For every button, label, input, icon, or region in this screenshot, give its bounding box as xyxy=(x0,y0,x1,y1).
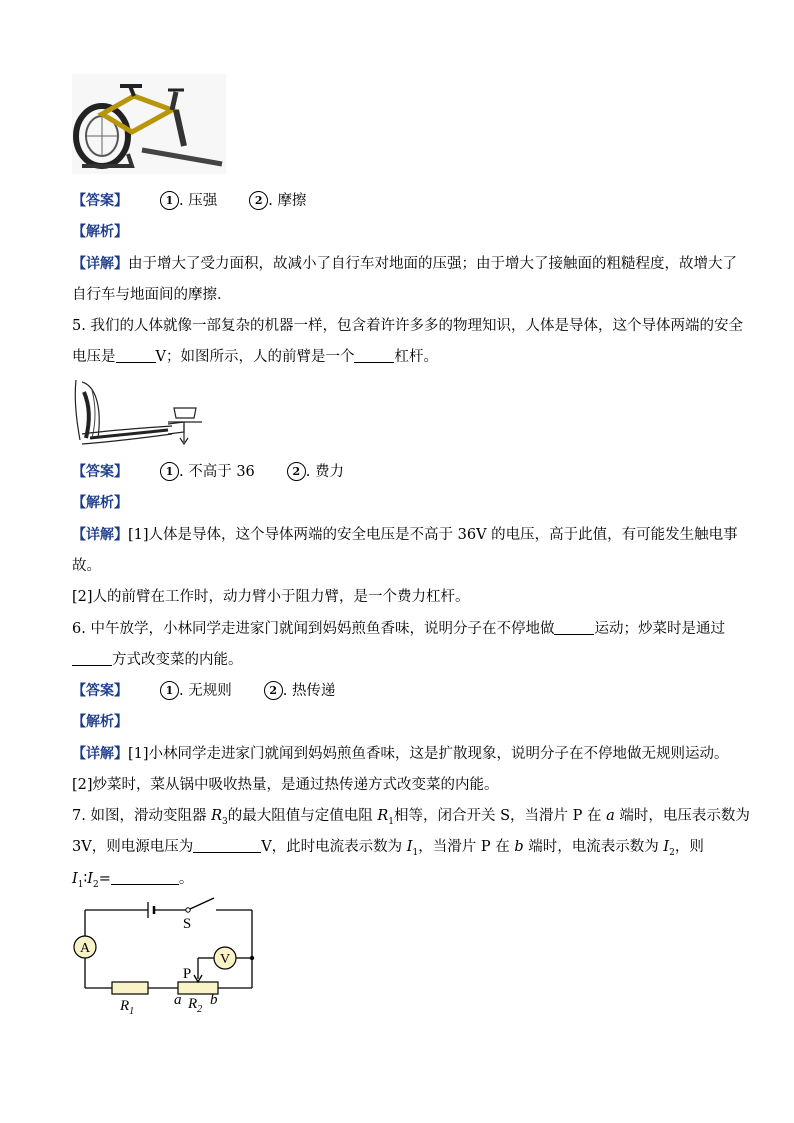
q5-stem-line-1: 5. 我们的人体就像一部复杂的机器一样，包含着许许多多的物理知识，人体是导体，这个导体两端的安全 xyxy=(72,318,743,334)
q6-detail-line-1: 【详解】[1]小林同学走进家门就闻到妈妈煎鱼香味，这是扩散现象，说明分子在不停地做无规则运动。 xyxy=(72,746,729,762)
answer-label: 【答案】 xyxy=(72,193,128,209)
resistor-r1 xyxy=(112,982,148,994)
q5-detail-line-1: 【详解】[1]人体是导体，这个导体两端的安全电压是不高于 36V 的电压，高于此值，有可能发生触电事 xyxy=(72,527,738,543)
r2-label: $R_2$ xyxy=(188,996,203,1015)
bicycle-drawing xyxy=(72,74,226,174)
answer-blank xyxy=(116,348,156,363)
q7-stem-line-3: $I_1∶I_2=$ 。 xyxy=(72,871,194,890)
q4-detail-line-1: 【详解】由于增大了受力面积，故减小了自行车对地面的压强；由于增大了接触面的粗糙程度，故增大了 xyxy=(72,256,737,272)
answer-blank xyxy=(111,870,179,885)
ammeter-label: A xyxy=(79,941,91,956)
r1-label: $R_1$ xyxy=(120,998,135,1017)
q6-stem-line-2: 方式改变菜的内能。 xyxy=(72,650,243,670)
q4-answer-1: 压强 xyxy=(188,193,218,209)
q5-detail-line-2: 故。 xyxy=(72,558,101,574)
answer-blank xyxy=(72,651,112,666)
q5-stem-line-2: 电压是 V；如图所示，人的前臂是一个 杠杆。 xyxy=(72,349,438,365)
q4-answer-2: 摩擦 xyxy=(277,193,307,209)
q6-analysis: 【解析】 xyxy=(72,714,128,730)
forearm-drawing xyxy=(72,378,206,448)
switch-blade xyxy=(190,898,214,909)
circle-2-icon: 2 xyxy=(264,681,283,700)
q6-answer-2: 热传递 xyxy=(291,683,336,699)
circle-1-icon: 1 xyxy=(160,462,179,481)
circle-1-icon: 1 xyxy=(160,681,179,700)
circle-2-icon: 2 xyxy=(249,191,268,210)
q5-answer-1: 不高于 36 xyxy=(188,464,255,480)
voltmeter-label: V xyxy=(219,952,231,967)
q6-answer-1: 无规则 xyxy=(188,683,232,699)
q7-stem-line-1: 7. 如图，滑动变阻器 $R_3$的最大阻值与定值电阻 $R_1$相等，闭合开关 S，当滑片 P 在 a 端时，电压表示数为 xyxy=(72,808,750,827)
q5-answer-2: 费力 xyxy=(315,464,344,480)
q4-detail-line-2: 自行车与地面间的摩擦． xyxy=(72,287,232,303)
q4-answer: 【答案】 1 . 压强 2 . 摩擦 xyxy=(72,193,307,209)
q4-analysis: 【解析】 xyxy=(72,224,128,240)
switch-label: S xyxy=(182,916,192,932)
q7-stem-line-2: 3V，则电源电压为 V，此时电流表示数为 $I_1$，当滑片 P 在 b 端时，电流表示数为 $I_2$，则 xyxy=(72,839,704,858)
answer-blank xyxy=(554,620,594,635)
answer-blank xyxy=(354,348,394,363)
end-a-label: a xyxy=(174,992,182,1008)
circuit-drawing xyxy=(70,896,270,1018)
q6-answer: 【答案】 1 . 无规则 2 . 热传递 xyxy=(72,683,336,699)
end-b-label: b xyxy=(210,992,218,1008)
bicycle-figure xyxy=(72,74,226,174)
circuit-diagram xyxy=(70,896,270,1018)
answer-blank xyxy=(193,838,261,853)
q5-analysis: 【解析】 xyxy=(72,495,128,511)
q6-detail-line-2: [2]炒菜时，菜从锅中吸收热量，是通过热传递方式改变菜的内能。 xyxy=(72,777,499,793)
q5-detail-line-3: [2]人的前臂在工作时，动力臂小于阻力臂，是一个费力杠杆。 xyxy=(72,589,470,605)
circle-2-icon: 2 xyxy=(287,462,306,481)
forearm-lever-figure xyxy=(72,378,206,448)
q5-answer: 【答案】 1 . 不高于 36 2 . 费力 xyxy=(72,464,344,480)
slider-label: P xyxy=(182,966,192,982)
q6-stem-line-1: 6. 中午放学，小林同学走进家门就闻到妈妈煎鱼香味，说明分子在不停地做 运动；炒菜时是通过 xyxy=(72,621,725,637)
circle-1-icon: 1 xyxy=(160,191,179,210)
